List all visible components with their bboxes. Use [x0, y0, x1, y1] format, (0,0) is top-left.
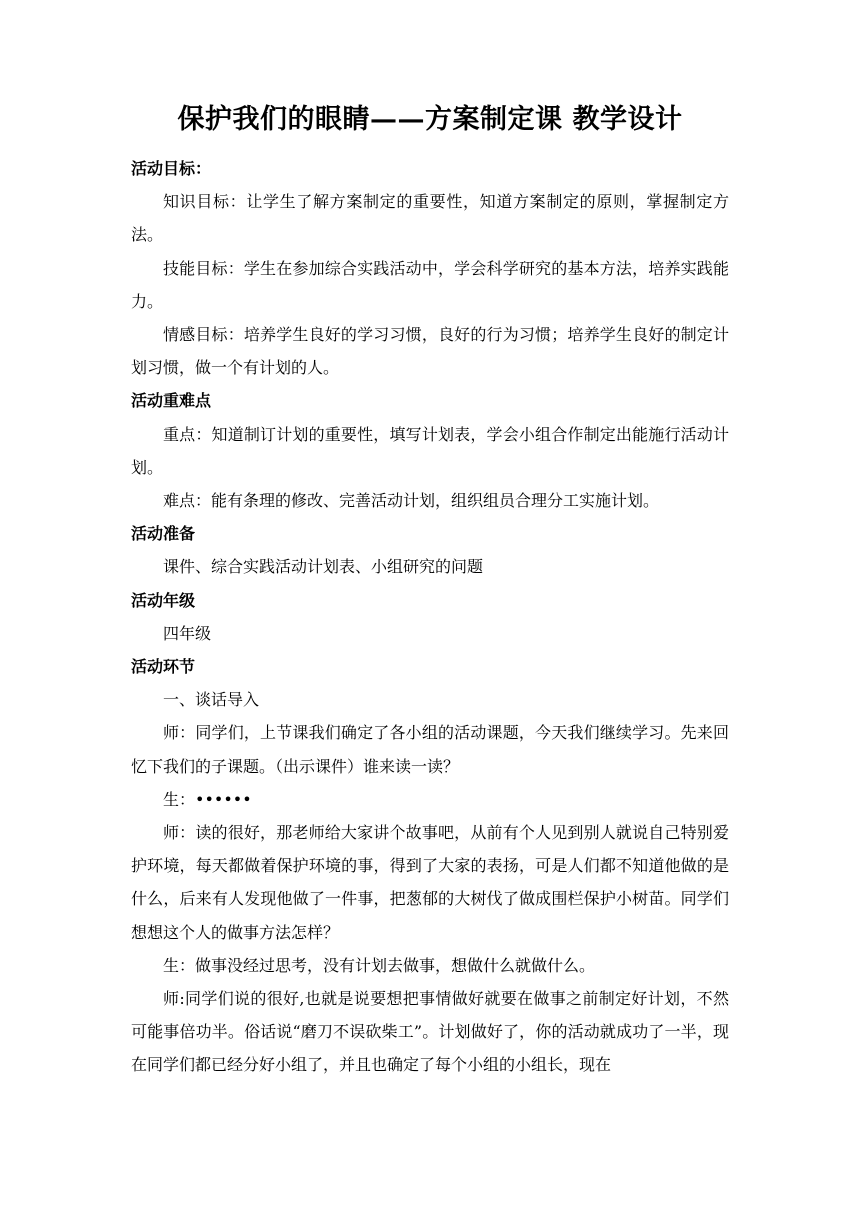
- document-title: 保护我们的眼睛——方案制定课 教学设计: [177, 104, 683, 135]
- preparation-paragraph: 课件、综合实践活动计划表、小组研究的问题: [163, 557, 484, 577]
- step-heading-intro: 一、谈话导入: [163, 690, 260, 710]
- knowledge-goal-paragraph: 知识目标：让学生了解方案制定的重要性，知道方案制定的原则，掌握制定方法。: [131, 192, 729, 245]
- section-heading-key-points: 活动重难点: [131, 391, 212, 411]
- section-heading-grade: 活动年级: [131, 590, 196, 610]
- dialogue-paragraph-5: 师:同学们说的很好,也就是说要想把事情做好就要在做事之前制定好计划，不然可能事倍功半。俗话说“磨刀不误砍柴工”。计划做好了，你的活动就成功了一半，现在同学们都已经分好小组了，并且也确定了每个小组的小组长，现在: [131, 989, 729, 1075]
- dialogue-paragraph-4: 生：做事没经过思考，没有计划去做事，想做什么就做什么。: [163, 955, 596, 975]
- dialogue-paragraph-2: 生：••••••: [163, 789, 252, 809]
- dialogue-paragraph-1: 师：同学们，上节课我们确定了各小组的活动课题，今天我们继续学习。先来回忆下我们的子课题。（出示课件）谁来读一读？: [131, 723, 729, 776]
- grade-paragraph: 四年级: [163, 623, 212, 643]
- focus-paragraph: 重点：知道制订计划的重要性，填写计划表，学会小组合作制定出能施行活动计划。: [131, 424, 729, 477]
- skill-goal-paragraph: 技能目标：学生在参加综合实践活动中，学会科学研究的基本方法，培养实践能力。: [131, 258, 729, 311]
- emotion-goal-paragraph: 情感目标：培养学生良好的学习习惯，良好的行为习惯；培养学生良好的制定计划习惯，做一个有计划的人。: [131, 325, 729, 378]
- section-heading-process: 活动环节: [131, 657, 196, 677]
- section-heading-preparation: 活动准备: [131, 524, 196, 544]
- section-heading-goals: 活动目标：: [131, 159, 212, 178]
- difficulty-paragraph: 难点：能有条理的修改、完善活动计划，组织组员合理分工实施计划。: [163, 491, 660, 511]
- document-body: [131, 152, 729, 1082]
- dialogue-paragraph-3: 师：读的很好，那老师给大家讲个故事吧，从前有个人见到别人就说自己特别爱护环境，每天都做着保护环境的事，得到了大家的表扬，可是人们都不知道他做的是什么，后来有人发现他做了一件事，把葱郁的大树伐了做成围栏保护小树苗。同学们想想这个人的做事方法怎样？: [131, 823, 729, 942]
